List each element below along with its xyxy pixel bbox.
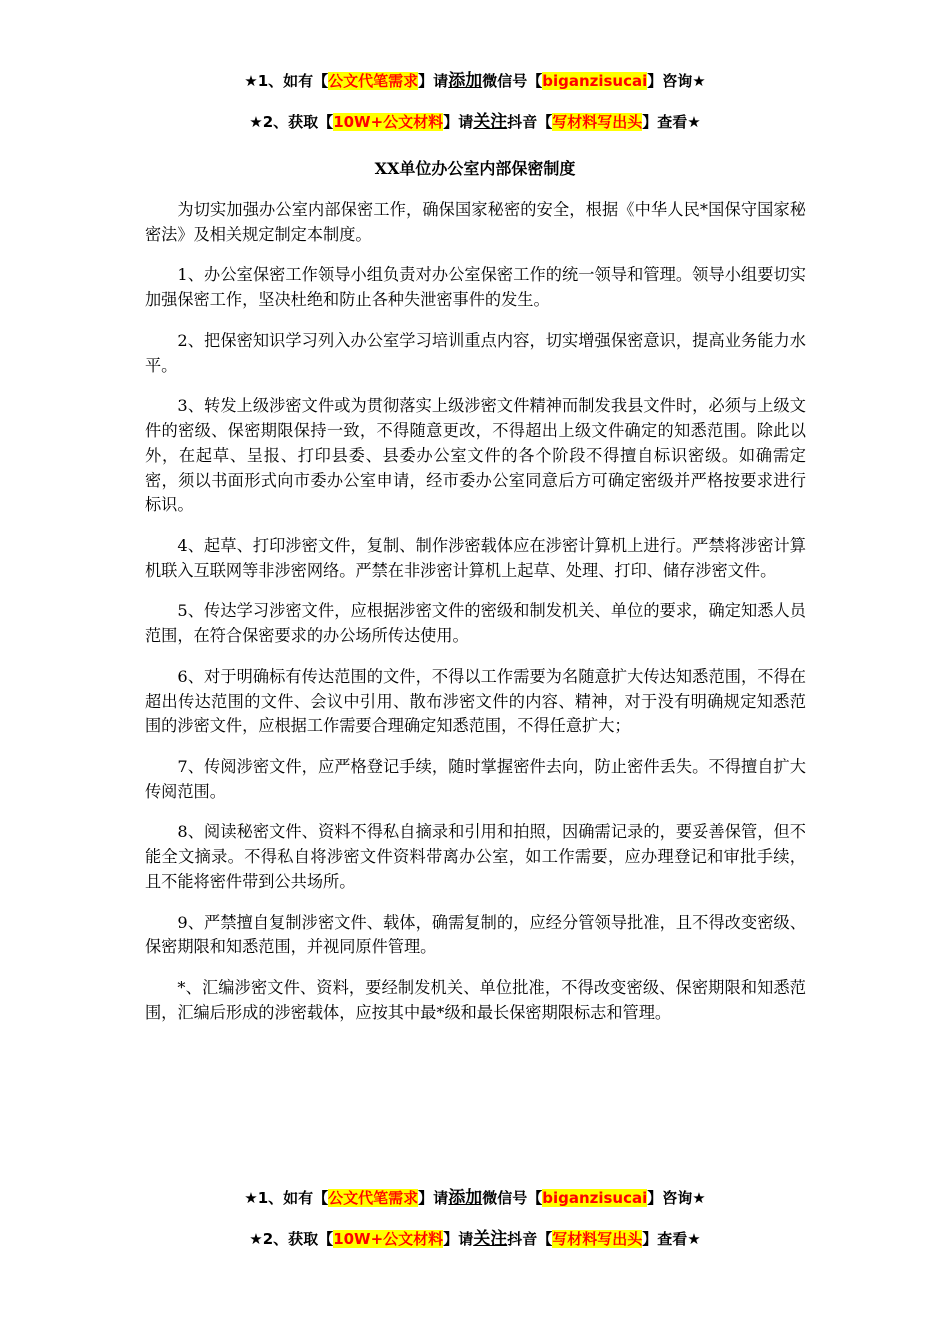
banner-text: 微信号【	[482, 1189, 543, 1207]
banner-underline: 添加	[448, 1188, 483, 1208]
paragraph-item-5: 5、传达学习涉密文件，应根据涉密文件的密级和制发机关、单位的要求，确定知悉人员范围，在符合保密要求的办公场所传达使用。	[145, 601, 806, 646]
paragraph-item-9: 9、严禁擅自复制涉密文件、载体，确需复制的，应经分管领导批准，且不得改变密级、保密期限和知悉范围，并视同原件管理。	[145, 912, 806, 957]
paragraph-item-8: 8、阅读秘密文件、资料不得私自摘录和引用和拍照，因确需记录的，要妥善保管，但不能全文摘录。不得私自将涉密文件资料带离办公室，如工作需要，应办理登记和审批手续，且不能将密件带到公共场所。	[145, 822, 806, 891]
banner-highlight: 10W+公文材料	[333, 1230, 444, 1248]
banner-highlight: 公文代笔需求	[328, 1189, 419, 1207]
banner-highlight: biganzisucai	[542, 1189, 648, 1207]
paragraph-item-6: 6、对于明确标有传达范围的文件，不得以工作需要为名随意扩大传达知悉范围，不得在超出传达范围的文件、会议中引用、散布涉密文件的内容、精神，对于没有明确规定知悉范围的涉密文件，应根据工作需要合理确定知悉范围，不得任意扩大；	[145, 666, 806, 736]
banner-underline: 添加	[448, 71, 483, 91]
paragraph-item-10: *、汇编涉密文件、资料，要经制发机关、单位批准，不得改变密级、保密期限和知悉范围，汇编后形成的涉密载体，应按其中最*级和最长保密期限标志和管理。	[145, 977, 806, 1022]
paragraph-item-1: 1、办公室保密工作领导小组负责对办公室保密工作的统一领导和管理。领导小组要切实加强保密工作，坚决杜绝和防止各种失泄密事件的发生。	[145, 265, 806, 310]
banner-text: 】请	[418, 1189, 449, 1207]
banner-underline: 关注	[473, 112, 508, 132]
paragraph-item-4: 4、起草、打印涉密文件，复制、制作涉密载体应在涉密计算机上进行。严禁将涉密计算机联入互联网等非涉密网络。严禁在非涉密计算机上起草、处理、打印、储存涉密文件。	[145, 535, 806, 580]
banner-underline: 关注	[473, 1229, 508, 1249]
bottom-banner-line-1	[0, 1187, 950, 1209]
paragraph-item-7: 7、传阅涉密文件，应严格登记手续，随时掌握密件去向，防止密件丢失。不得擅自扩大传阅范围。	[145, 756, 806, 801]
banner-text: 】咨询★	[647, 1189, 706, 1207]
banner-text: ★1、如有【	[244, 1189, 329, 1207]
paragraph-item-2: 2、把保密知识学习列入办公室学习培训重点内容，切实增强保密意识，提高业务能力水平。	[145, 330, 806, 375]
banner-text: ★2、获取【	[249, 113, 334, 131]
bottom-banner-line-2	[0, 1228, 950, 1250]
top-banner-line-1	[0, 70, 950, 92]
banner-text: 】请	[418, 72, 449, 90]
banner-text: 】查看★	[642, 113, 701, 131]
banner-text: 抖音【	[507, 113, 553, 131]
document-body	[145, 198, 806, 1041]
banner-text: 抖音【	[507, 1230, 553, 1248]
banner-highlight: 10W+公文材料	[333, 113, 444, 131]
banner-highlight: 写材料写出头	[552, 113, 643, 131]
document-title: XX单位办公室内部保密制度	[374, 159, 576, 178]
banner-highlight: 公文代笔需求	[328, 72, 419, 90]
banner-highlight: 写材料写出头	[552, 1230, 643, 1248]
top-banner-line-2	[0, 111, 950, 133]
banner-text: 】请	[443, 113, 474, 131]
banner-text: 】咨询★	[647, 72, 706, 90]
banner-text: ★2、获取【	[249, 1230, 334, 1248]
paragraph-item-3: 3、转发上级涉密文件或为贯彻落实上级涉密文件精神而制发我县文件时，必须与上级文件的密级、保密期限保持一致，不得随意更改，不得超出上级文件确定的知悉范围。除此以外，在起草、呈报、打印县委、县委办公室文件的各个阶段不得擅自标识密级。如确需定密，须以书面形式向市委办公室申请，经市委办公室同意后方可确定密级并严格按要求进行标识。	[145, 396, 806, 515]
banner-text: 】查看★	[642, 1230, 701, 1248]
paragraph-intro: 为切实加强办公室内部保密工作，确保国家秘密的安全，根据《中华人民*国保守国家秘密法》及相关规定制定本制度。	[145, 200, 806, 244]
banner-text: 微信号【	[482, 72, 543, 90]
banner-text: ★1、如有【	[244, 72, 329, 90]
banner-highlight: biganzisucai	[542, 72, 648, 90]
banner-text: 】请	[443, 1230, 474, 1248]
